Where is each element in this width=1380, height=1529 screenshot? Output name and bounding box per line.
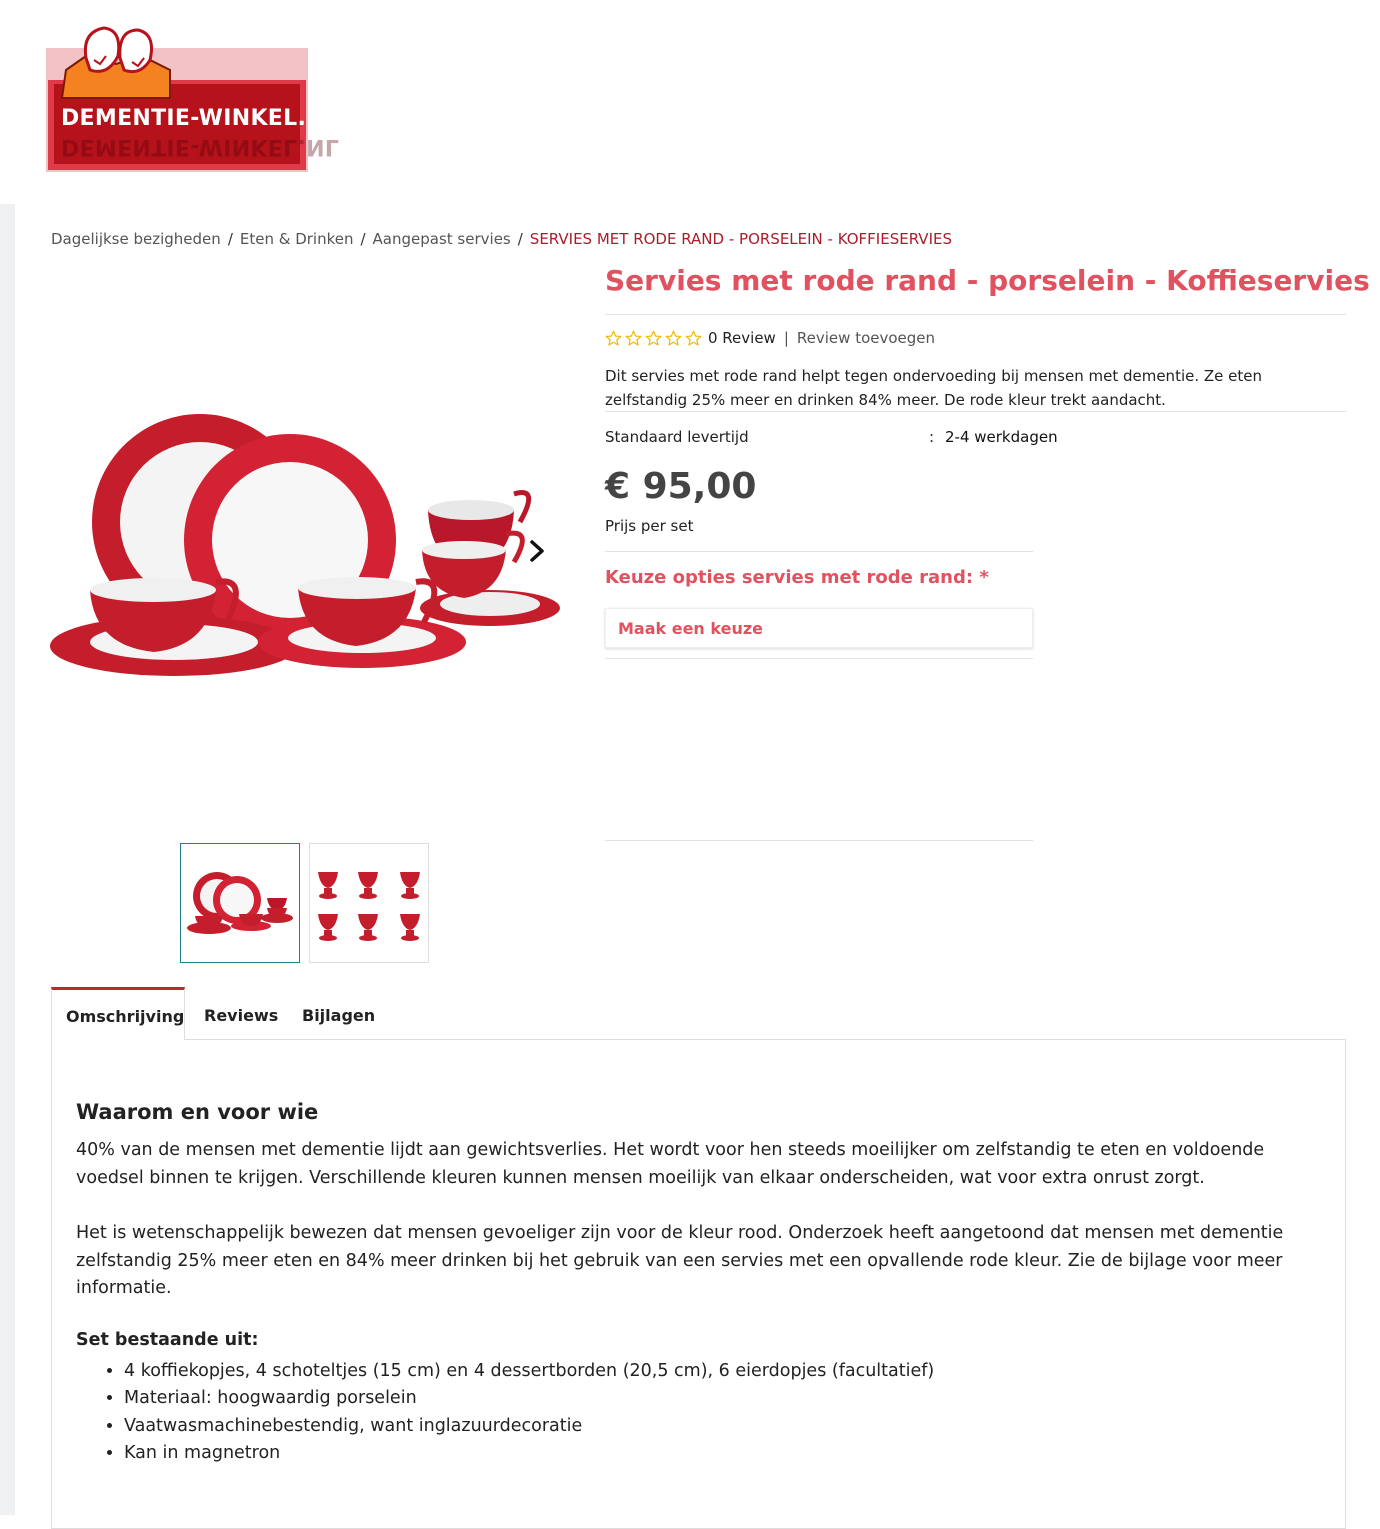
list-item: • Vaatwasmachinebestendig, want inglazuurdecoratie xyxy=(124,1413,934,1440)
tab-omschrijving[interactable]: Omschrijving xyxy=(51,987,185,1040)
set-heading: Set bestaande uit: xyxy=(76,1330,259,1350)
servies-image xyxy=(50,410,562,690)
site-header xyxy=(0,0,1380,204)
thumbnail-servies-set[interactable] xyxy=(180,843,300,963)
divider xyxy=(605,840,1033,841)
star-empty-icon[interactable] xyxy=(645,330,662,347)
tab-panel-omschrijving xyxy=(51,1039,1346,1529)
logo-text-reflection: DEMENTIE-WINKEL.NL xyxy=(61,134,340,159)
star-empty-icon[interactable] xyxy=(625,330,642,347)
logo-graphic xyxy=(46,18,340,172)
breadcrumb xyxy=(51,230,952,248)
breadcrumb-item-eten-drinken[interactable]: Eten & Drinken xyxy=(239,230,354,248)
add-review-link[interactable]: Review toevoegen xyxy=(796,329,936,347)
product-main-image[interactable] xyxy=(50,410,562,690)
star-empty-icon[interactable] xyxy=(665,330,682,347)
description-paragraph: Het is wetenschappelijk bewezen dat mensen gevoeliger zijn voor de kleur rood. Onderzoek heeft aangetoond dat mensen met dementie zelfstandig 25% meer eten en 84% meer drinken bij het gebruik van een servies met een opvallende rode kleur. Zie de bijlage voor meer informatie. xyxy=(76,1223,1284,1298)
list-item: • Kan in magnetron xyxy=(124,1440,934,1467)
option-select-placeholder: Maak een keuze xyxy=(618,619,764,638)
chevron-right-icon[interactable] xyxy=(526,538,548,564)
star-empty-icon[interactable] xyxy=(605,330,622,347)
list-item: • Materiaal: hoogwaardig porselein xyxy=(124,1385,934,1412)
set-list xyxy=(124,1358,934,1467)
site-logo[interactable] xyxy=(46,18,340,172)
list-item: • 4 koffiekopjes, 4 schoteltjes (15 cm) en 4 dessertborden (20,5 cm), 6 eierdopjes (facultatief) xyxy=(124,1358,934,1385)
description-paragraph: 40% van de mensen met dementie lijdt aan gewichtsverlies. Het wordt voor hen steeds moeilijker om zelfstandig te eten en voldoende voedsel binnen te krijgen. Verschillende kleuren kunnen mensen moeilijk van elkaar onderscheiden, wat voor extra onrust zorgt. xyxy=(76,1140,1265,1188)
product-short-description: Dit servies met rode rand helpt tegen ondervoeding bij mensen met dementie. Ze eten zelfstandig 25% meer en drinken 84% meer. De rode kleur trekt aandacht. xyxy=(605,367,1262,409)
thumbnail-image xyxy=(181,844,299,962)
product-price: € 95,00 xyxy=(605,466,757,507)
review-count-link[interactable]: 0 Review xyxy=(708,329,776,347)
left-sidebar-strip xyxy=(0,204,15,1515)
price-unit: Prijs per set xyxy=(605,517,694,535)
description-heading: Waarom en voor wie xyxy=(76,1100,319,1124)
product-rating xyxy=(605,329,935,347)
breadcrumb-item-aangepast-servies[interactable]: Aangepast servies xyxy=(372,230,511,248)
divider xyxy=(605,411,1346,412)
breadcrumb-item-dagelijkse-bezigheden[interactable]: Dagelijkse bezigheden xyxy=(51,230,221,248)
rating-stars xyxy=(605,330,702,347)
breadcrumb-separator: / xyxy=(227,230,233,248)
delivery-separator: : xyxy=(929,428,935,446)
thumbnail-eierdopjes[interactable] xyxy=(309,843,429,963)
option-select[interactable] xyxy=(605,608,1033,648)
breadcrumb-separator: / xyxy=(360,230,366,248)
product-title: Servies met rode rand - porselein - Koffieservies xyxy=(605,264,1370,297)
tab-reviews[interactable]: Reviews xyxy=(204,1006,279,1025)
breadcrumb-separator: / xyxy=(517,230,523,248)
option-label: Keuze opties servies met rode rand: * xyxy=(605,567,989,588)
thumbnail-image xyxy=(310,844,428,962)
product-tabs xyxy=(51,987,1346,1040)
rating-separator: | xyxy=(783,329,789,347)
divider xyxy=(605,551,1033,552)
breadcrumb-current: SERVIES MET RODE RAND - PORSELEIN - KOFFIESERVIES xyxy=(529,230,952,248)
tab-bijlagen[interactable]: Bijlagen xyxy=(302,1006,376,1025)
delivery-value: 2-4 werkdagen xyxy=(945,428,1058,446)
star-empty-icon[interactable] xyxy=(685,330,702,347)
logo-text: DEMENTIE-WINKEL.NL xyxy=(61,106,340,131)
delivery-label: Standaard levertijd xyxy=(605,428,749,446)
divider xyxy=(605,314,1346,315)
divider xyxy=(605,658,1033,659)
